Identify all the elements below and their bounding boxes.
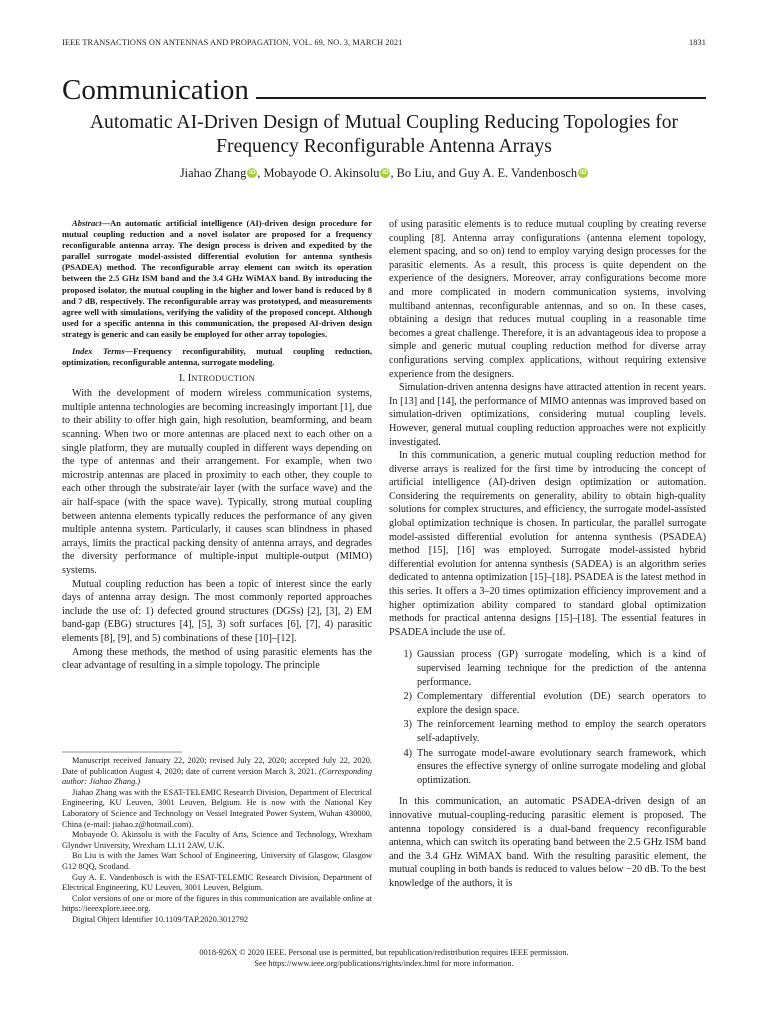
section-heading-introduction: I. INTRODUCTION — [178, 373, 256, 385]
abstract: Abstract—An automatic artificial intelligence (AI)-driven design procedure for mutual coupling reduction and a novel isolator are proposed for a frequency reconfigurable antenna array. The design process is driven and expedited by the parallel surrogate model-assisted differential evolution for antenna synthesis (PSADEA) method. The reconfigurable array element can switch its operation between the 2.5 GHz ISM band and the 3.4 GHz WiMAX band. By introducing the proposed isolator, the mutual coupling in the higher and lower band is reduced by 8 and 7 dB, respectively. The reconfigurable array was prototyped, and measurements agree well with simulations, verifying the validity of the proposed concept. Although used for a specific antenna in this communication, the proposed AI-driven design strategy is generic and can easily be employed for other array topologies. — [62, 218, 372, 339]
footnote-affiliation: Bo Liu is with the James Watt School of Engineering, University of Glasgow, Glasgow G12 8QQ, Scotland. — [62, 851, 372, 871]
footnote-affiliation: Mobayode O. Akinsolu is with the Faculty of Arts, Science and Technology, Wrexham Glyndwr University, Wrexham LL11 2AW, U.K. — [62, 830, 372, 850]
journal-citation: IEEE TRANSACTIONS ON ANTENNAS AND PROPAGATION, VOL. 69, NO. 3, MARCH 2021 — [62, 38, 403, 47]
copyright-notice — [62, 947, 706, 969]
section-type-label: Communication — [62, 74, 249, 106]
corresponding-author: (Corresponding author: Jiahao Zhang.) — [62, 766, 372, 787]
index-terms-text: Frequency reconfigurability, mutual coupling reduction, optimization, reconfigurable antenna, surrogate modeling. — [62, 346, 372, 368]
copyright-line: 0018-926X © 2020 IEEE. Personal use is permitted, but republication/redistribution requires IEEE permission. — [199, 948, 569, 957]
footnote-doi: Digital Object Identifier 10.1109/TAP.2020.3012792 — [72, 914, 249, 924]
orcid-icon[interactable]: iD — [249, 169, 256, 176]
heading-rule — [256, 97, 706, 99]
list-item: 2) Complementary differential evolution (DE) search operators to explore the design space. — [403, 691, 706, 716]
paragraph: Simulation-driven antenna designs have attracted attention in recent years. In [13] and [14], the performance of MIMO antennas was improved based on simulation-driven optimizations, considering mutual coupling levels. However, general mutual coupling reduction approaches were not explicitly investigated. — [389, 382, 706, 448]
orcid-icon[interactable]: iD — [579, 169, 587, 176]
feature-list — [389, 648, 706, 787]
footnote-affiliation: Jiahao Zhang was with the ESAT-TELEMIC Research Division, Department of Electrical Engineering, KU Leuven, 3001 Leuven, Belgium. He is now with the National Key Laboratory of Science and Technology on Vessel Integrated Power System, Wuhan 430000, China (e-mail: jiahao.z@hotmail.com). — [62, 787, 372, 829]
rights-link-line[interactable]: See https://www.ieee.org/publications/rights/index.html for more information. — [254, 959, 514, 968]
abstract-label: Abstract — [72, 218, 102, 228]
footnotes — [62, 756, 372, 926]
paragraph: In this communication, an automatic PSADEA-driven design of an innovative mutual-coupling-reducing parasitic element is proposed. The antenna topology considered is a dual-band frequency reconfigurable antenna, which can switch its operating band between the 2.5 GHz ISM band and the 3.4 GHz WiMAX band. With the resulting parasitic element, the mutual coupling in both bands is reduced to values below −20 dB. To the best knowledge of the authors, it is — [389, 796, 706, 889]
running-header — [62, 38, 706, 50]
section-type-heading — [62, 72, 706, 108]
list-item: 4) The surrogate model-aware evolutionary search framework, which ensures the effective synergy of online surrogate modeling and global optimization. — [403, 747, 706, 786]
paragraph: Among these methods, the method of using parasitic elements has the clear advantage of resulting in a simple topology. The principle — [62, 646, 372, 672]
right-column — [389, 218, 706, 891]
left-column — [62, 218, 372, 673]
paragraph: Mutual coupling reduction has been a topic of interest since the early days of antenna array design. The most commonly reported approaches include the use of: 1) defected ground structures (DGSs) [2], [3], 2) EM band-gap (EBG) structures [4], [5], 3) soft surfaces [6], [7], 4) parasitic elements [8], [9], and 5) combinations of these [10]–[12]. — [62, 578, 372, 644]
paragraph: With the development of modern wireless communication systems, multiple antenna technologies are becoming increasingly important [1], due to their ability to offer high gain, high resolution, beamforming, and beam scanning. When two or more antennas are placed next to each other on a single platform, they are mutually coupled in different ways depending on the type of antennas and their arrangement. For example, when two microstrip antennas are placed in proximity to each other, they couple to each other through the substrate/air layer (with the surface wave) and the air half-space (with the space wave). Typically, strong mutual coupling between antenna elements typically reduces the performance of any given multiple antenna system. Particularly, it causes scan blindness in phased arrays, limits the practical packing density of antenna arrays, and degrades the diversity performance of multiple-input multiple-output (MIMO) systems. — [62, 388, 372, 576]
footnote-divider — [62, 751, 182, 753]
paragraph: In this communication, a generic mutual coupling reduction method for diverse arrays is realized for the first time by introducing the concept of artificial intelligence (AI)-driven design optimization or automation. Considering the requirements on generality, ability to obtain high-quality solutions for complex structures, and efficiency, the surrogate model-assisted global optimization technique is chosen. In particular, the parallel surrogate model-assisted differential evolution for antenna synthesis (PSADEA) method [15], [16] was employed. Surrogate model-assisted hybrid differential evolution for antenna synthesis (SADEA) is an algorithm series dedicated to antenna optimization [15]–[18]. PSADEA is the latest method in this series. It offers a 3–20 times optimization efficiency improvement and a higher optimization ability compared to standard global optimization methods for practical antenna designs [15]–[18]. The essential features in PSADEA include the use of. — [389, 450, 706, 638]
author-name: Mobayode O. Akinsolu — [263, 166, 380, 180]
footnote-received: Manuscript received January 22, 2020; revised July 22, 2020; accepted July 22, 2020. Date of publication August 4, 2020; date of current version March 3, 2021. (Corresponding author: Jiahao Zhang.) — [62, 756, 372, 787]
list-item: 3) The reinforcement learning method to employ the search operators self-adaptively. — [403, 719, 706, 744]
page-number: 1831 — [689, 38, 706, 47]
footnote-affiliation: Guy A. E. Vandenbosch is with the ESAT-TELEMIC Research Division, Department of Electrical Engineering, KU Leuven, 3001 Leuven, Belgium. — [62, 872, 372, 893]
author-list: Jiahao Zhang iD , Mobayode O. Akinsolu iD , Bo Liu, and Guy A. E. Vandenbosch iD — [179, 166, 587, 180]
list-item: 1) Gaussian process (GP) surrogate modeling, which is a kind of supervised learning technique for the prediction of the antenna performance. — [403, 649, 706, 688]
author-name: Guy A. E. Vandenbosch — [458, 166, 578, 180]
paper-title: Automatic AI-Driven Design of Mutual Coupling Reducing Topologies for Frequency Reconfigurable Antenna Arrays — [89, 112, 679, 157]
index-terms: Index Terms—Frequency reconfigurability, mutual coupling reduction, optimization, reconfigurable antenna, surrogate modeling. — [62, 346, 372, 368]
abstract-text: An automatic artificial intelligence (AI)-driven design procedure for mutual coupling reduction and a novel isolator are proposed for a frequency reconfigurable antenna array. The design process is driven and expedited by the parallel surrogate model-assisted differential evolution for antenna synthesis (PSADEA) method. The reconfigurable array element can switch its operation between the 2.5 GHz ISM band and the 3.4 GHz WiMAX band. By introducing the proposed isolator, the mutual coupling in the higher and lower band is reduced by 8 and 7 dB, respectively. The reconfigurable array was prototyped, and measurements agree well with simulations, verifying the validity of the proposed concept. Although used for a specific antenna in this communication, the proposed AI-driven design strategy is generic and can easily be employed for other array topologies. — [62, 218, 372, 339]
footnote-color-note: Color versions of one or more of the figures in this communication are available online at https://ieeexplore.ieee.org. — [62, 893, 372, 914]
paragraph: of using parasitic elements is to reduce mutual coupling by creating reverse coupling [8]. Antenna array configurations (antenna element topology, element spacing, and so on) tend to employ varying design processes for the parasitic elements. As a result, this process is quite dependent on the experience of the designers. Moreover, array configurations become more and more complicated in modern communication systems, involving multiband antennas, reconfigurable antennas, and so on. In these cases, obtaining a design that reduces mutual coupling in a reasonable time becomes a great challenge. Therefore, it is an advantageous idea to propose a simple and generic mutual coupling reduction method for diverse array configurations serving complex applications, without requiring extensive experience from the designers. — [389, 219, 706, 380]
orcid-icon[interactable]: iD — [382, 169, 389, 176]
author-name: Bo Liu — [396, 166, 432, 180]
author-name: Jiahao Zhang — [179, 166, 247, 180]
index-terms-label: Index Terms — [72, 346, 125, 357]
